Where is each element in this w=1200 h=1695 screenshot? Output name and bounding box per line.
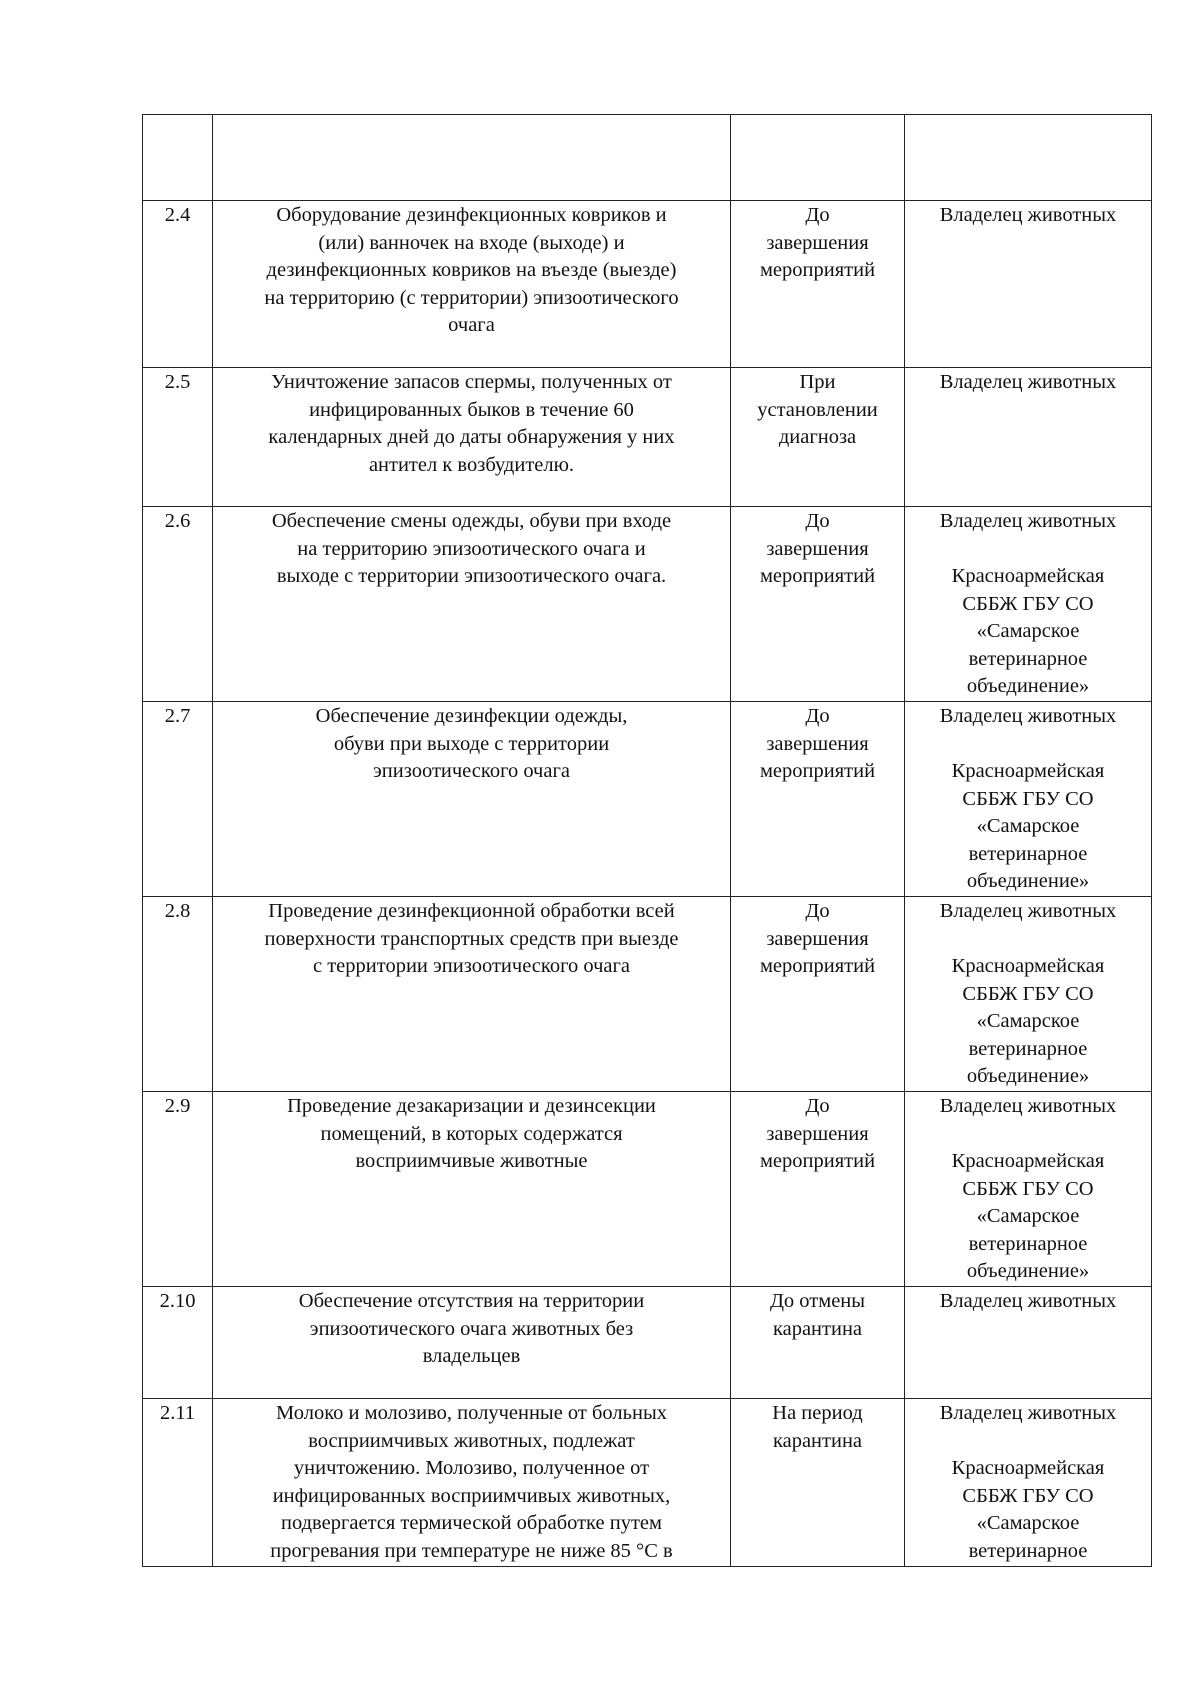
row-number: 2.10 [143, 1287, 213, 1399]
responsible-text: Владелец животных Красноармейская СББЖ ГБУ СО «Самарское ветеринарное объединение» [905, 702, 1152, 897]
row-number: 2.9 [143, 1092, 213, 1287]
row-number: 2.4 [143, 201, 213, 368]
table-row [143, 201, 1152, 368]
term-text: До завершения мероприятий [731, 201, 905, 368]
responsible-text: Владелец животных Красноармейская СББЖ ГБУ СО «Самарское ветеринарное объединение» [905, 897, 1152, 1092]
row-number: 2.5 [143, 368, 213, 507]
responsible-text: Владелец животных Красноармейская СББЖ ГБУ СО «Самарское ветеринарное объединение» [905, 507, 1152, 702]
table-row [143, 1092, 1152, 1287]
term-text: До завершения мероприятий [731, 1092, 905, 1287]
table-row [143, 368, 1152, 507]
responsible-text [905, 115, 1152, 201]
table-row [143, 1399, 1152, 1567]
responsible-text: Владелец животных Красноармейская СББЖ ГБУ СО «Самарское ветеринарное объединение» [905, 1092, 1152, 1287]
responsible-text: Владелец животных Красноармейская СББЖ ГБУ СО «Самарское ветеринарное [905, 1399, 1152, 1567]
table-row [143, 115, 1152, 201]
measure-text: Оборудование дезинфекционных ковриков и (или) ванночек на входе (выходе) и дезинфекционных ковриков на въезде (выезде) на территорию (с территории) эпизоотического очага [213, 201, 731, 368]
measures-table [142, 114, 1152, 1567]
responsible-text: Владелец животных [905, 201, 1152, 368]
table-row [143, 507, 1152, 702]
term-text: До завершения мероприятий [731, 897, 905, 1092]
measure-text: Обеспечение отсутствия на территории эпизоотического очага животных без владельцев [213, 1287, 731, 1399]
measure-text: Обеспечение смены одежды, обуви при входе на территорию эпизоотического очага и выходе с территории эпизоотического очага. [213, 507, 731, 702]
measure-text: Проведение дезинфекционной обработки всей поверхности транспортных средств при выезде с территории эпизоотического очага [213, 897, 731, 1092]
table-row [143, 702, 1152, 897]
row-number [143, 115, 213, 201]
term-text: До отмены карантина [731, 1287, 905, 1399]
term-text: На период карантина [731, 1399, 905, 1567]
measure-text: Уничтожение запасов спермы, полученных от инфицированных быков в течение 60 календарных дней до даты обнаружения у них антител к возбудителю. [213, 368, 731, 507]
measure-text: Обеспечение дезинфекции одежды, обуви при выходе с территории эпизоотического очага [213, 702, 731, 897]
measure-text: Проведение дезакаризации и дезинсекции помещений, в которых содержатся восприимчивые животные [213, 1092, 731, 1287]
responsible-text: Владелец животных [905, 368, 1152, 507]
row-number: 2.6 [143, 507, 213, 702]
term-text: При установлении диагноза [731, 368, 905, 507]
table-row [143, 1287, 1152, 1399]
row-number: 2.7 [143, 702, 213, 897]
responsible-text: Владелец животных [905, 1287, 1152, 1399]
row-number: 2.11 [143, 1399, 213, 1567]
table-row [143, 897, 1152, 1092]
measure-text: Молоко и молозиво, полученные от больных восприимчивых животных, подлежат уничтожению. Молозиво, полученное от инфицированных восприимчивых животных, подвергается термической обработке путем прогревания при температуре не ниже 85 °С в [213, 1399, 731, 1567]
row-number: 2.8 [143, 897, 213, 1092]
term-text: До завершения мероприятий [731, 702, 905, 897]
term-text [731, 115, 905, 201]
measure-text [213, 115, 731, 201]
term-text: До завершения мероприятий [731, 507, 905, 702]
